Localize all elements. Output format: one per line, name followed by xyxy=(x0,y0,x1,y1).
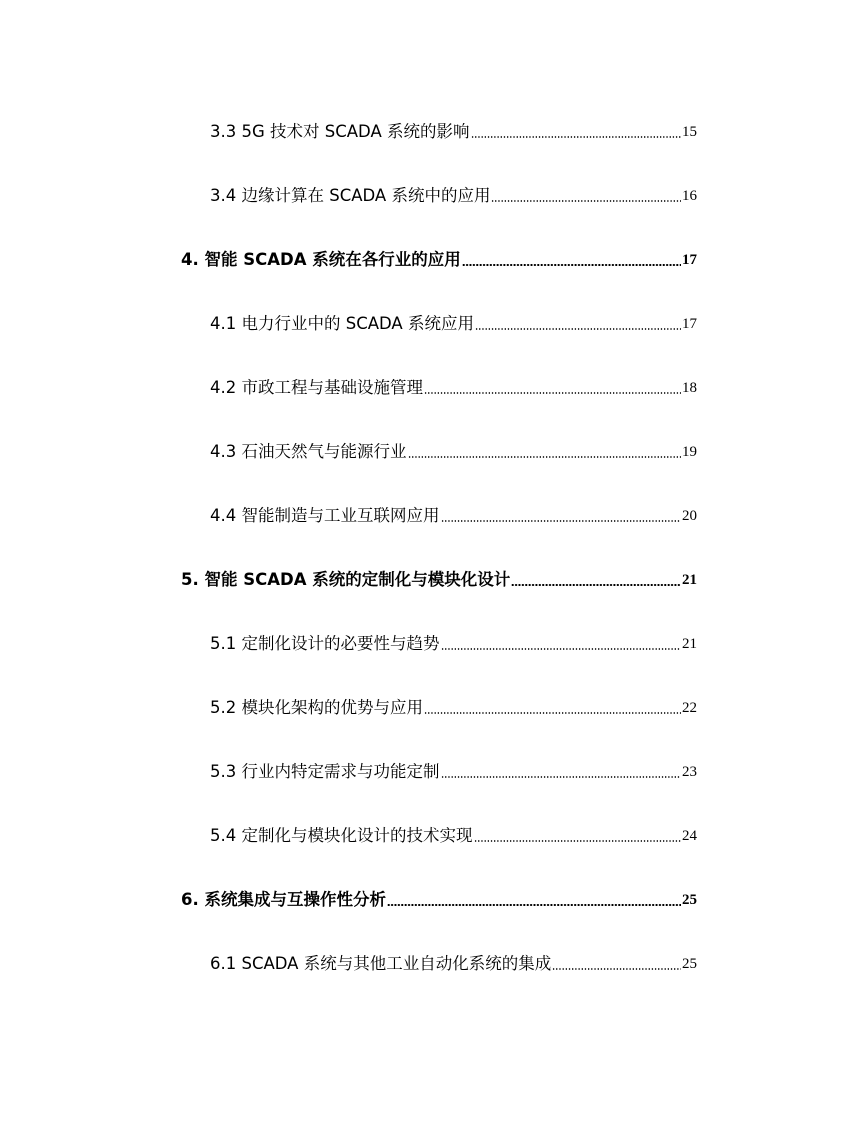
toc-entry-title: 5.1 定制化设计的必要性与趋势 xyxy=(210,634,440,653)
toc-entry-4-4[interactable] xyxy=(210,502,697,526)
dot-leader xyxy=(475,328,681,330)
toc-entry-title: 4.2 市政工程与基础设施管理 xyxy=(210,378,423,397)
toc-entry-title: 5.4 定制化与模块化设计的技术实现 xyxy=(210,826,473,845)
toc-entry-title: 3.4 边缘计算在 SCADA 系统中的应用 xyxy=(210,186,491,205)
toc-page-number: 24 xyxy=(682,828,697,844)
toc-entry-3-4[interactable] xyxy=(210,182,697,206)
dot-leader xyxy=(491,200,681,202)
dot-leader xyxy=(441,648,682,650)
toc-entry-title: 4.4 智能制造与工业互联网应用 xyxy=(210,506,440,525)
dot-leader xyxy=(387,904,681,906)
dot-leader xyxy=(441,520,682,522)
toc-page-number: 21 xyxy=(682,636,697,652)
toc-entry-title: 3.3 5G 技术对 SCADA 系统的影响 xyxy=(210,122,470,141)
toc-entry-5-1[interactable] xyxy=(210,630,697,654)
toc-page-number: 25 xyxy=(682,892,697,908)
toc-entry-4-2[interactable] xyxy=(210,374,697,398)
toc-entry-title: 5.3 行业内特定需求与功能定制 xyxy=(210,762,440,781)
toc-page-number: 16 xyxy=(682,188,697,204)
dot-leader xyxy=(424,392,681,394)
toc-page-number: 22 xyxy=(682,700,697,716)
toc-entry-4[interactable] xyxy=(181,246,697,270)
toc-entry-4-3[interactable] xyxy=(210,438,697,462)
dot-leader xyxy=(511,584,681,586)
dot-leader xyxy=(462,264,681,266)
toc-page-number: 18 xyxy=(682,380,697,396)
toc-entry-title: 6.1 SCADA 系统与其他工业自动化系统的集成 xyxy=(210,954,552,973)
toc-entry-3-3[interactable] xyxy=(210,118,697,142)
toc-entry-title: 4.3 石油天然气与能源行业 xyxy=(210,442,407,461)
toc-chapter-title: 5. 智能 SCADA 系统的定制化与模块化设计 xyxy=(181,570,511,589)
toc-page-number: 21 xyxy=(682,572,697,588)
toc-page-number: 15 xyxy=(682,124,697,140)
toc-entry-5[interactable] xyxy=(181,566,697,590)
dot-leader xyxy=(471,136,682,138)
toc-entry-5-4[interactable] xyxy=(210,822,697,846)
toc-page-number: 17 xyxy=(682,252,697,268)
dot-leader xyxy=(408,456,682,458)
toc-page-number: 19 xyxy=(682,444,697,460)
toc-entry-5-3[interactable] xyxy=(210,758,697,782)
toc-chapter-title: 6. 系统集成与互操作性分析 xyxy=(181,890,386,909)
toc-chapter-title: 4. 智能 SCADA 系统在各行业的应用 xyxy=(181,250,461,269)
dot-leader xyxy=(474,840,682,842)
dot-leader xyxy=(424,712,681,714)
toc-entry-title: 4.1 电力行业中的 SCADA 系统应用 xyxy=(210,314,474,333)
dot-leader xyxy=(552,968,681,970)
toc-page-number: 25 xyxy=(682,956,697,972)
toc-entry-4-1[interactable] xyxy=(210,310,697,334)
toc-page-number: 20 xyxy=(682,508,697,524)
toc-entry-title: 5.2 模块化架构的优势与应用 xyxy=(210,698,423,717)
dot-leader xyxy=(441,776,682,778)
toc-entry-6[interactable] xyxy=(181,886,697,910)
toc-entry-5-2[interactable] xyxy=(210,694,697,718)
toc-entry-6-1[interactable] xyxy=(210,950,697,974)
toc-page-number: 17 xyxy=(682,316,697,332)
toc-page-number: 23 xyxy=(682,764,697,780)
